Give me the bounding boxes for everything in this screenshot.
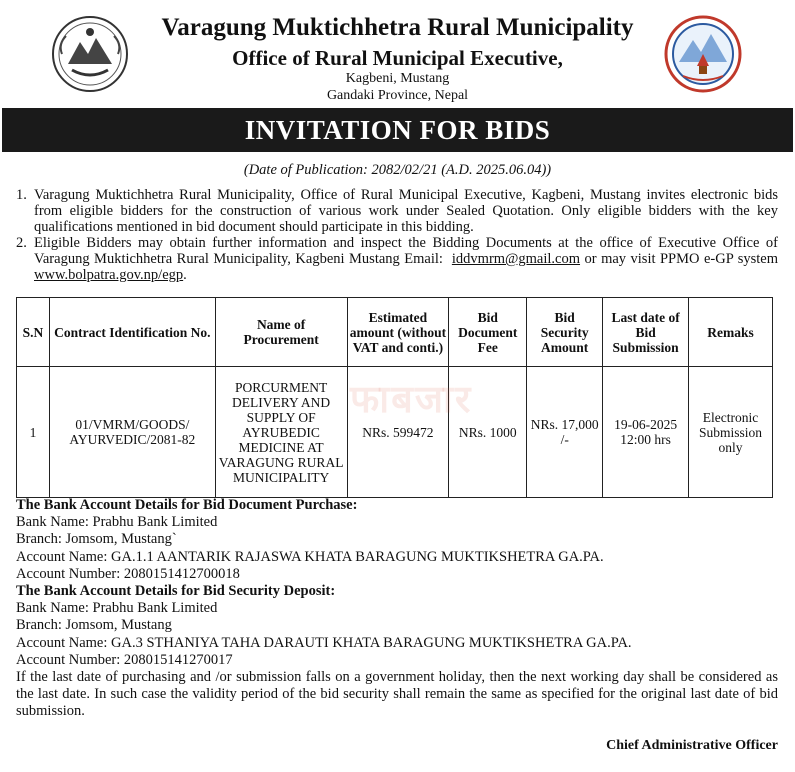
notice-banner: INVITATION FOR BIDS [2,108,793,152]
purchase-heading: The Bank Account Details for Bid Document Purchase: [16,497,358,513]
province-line: Gandaki Province, Nepal [326,88,469,103]
cell-contract-id: 01/VMRM/GOODS/ AYURVEDIC/2081-82 [49,367,215,498]
notice-item-1 [16,187,778,235]
cell-doc-fee: NRs. 1000 [449,367,527,498]
cell-sn: 1 [17,367,50,498]
col-header-estimated: Estimated amount (without VAT and conti.) [347,298,449,367]
cell-procurement: PORCURMENT DELIVERY AND SUPPLY OF AYRUBEDIC MEDICINE AT VARAGUNG RURAL MUNICIPALITY [215,367,347,498]
purchase-branch: Branch: Jomsom, Mustang` [16,531,177,548]
cell-remarks: Electronic Submission only [689,367,773,498]
email-link[interactable]: iddvmrm@gmail.com [451,251,581,267]
watermark: फाबजार [350,377,473,421]
notice-text-part: . [183,267,187,283]
col-header-doc-fee: Bid Document Fee [449,298,527,367]
col-header-procurement: Name of Procurement [215,298,347,367]
holiday-note: If the last date of purchasing and /or submission falls on a government holiday, then the next working day shall be considered as the last date. In such case the validity period of the bid security shall remain the same as specified for the original last date of bid submission. [16,669,778,720]
notice-text-part: or may visit PPMO e-GP system [584,251,778,267]
col-header-last-date: Last date of Bid Submission [603,298,689,367]
notice-text-part: Eligible Bidders may obtain further information and inspect the Bidding Documents at the office of Executive Office of Varagung Muktichhetra Rural Municipality, Kagbeni Mustang Email: [34,235,778,267]
municipality-name: Varagung Muktichhetra Rural Municipality [161,14,634,41]
cell-security: NRs. 17,000 /- [527,367,603,498]
website-link[interactable]: www.bolpatra.gov.np/egp [34,267,184,283]
notice-item-text [34,235,778,283]
security-heading: The Bank Account Details for Bid Security Deposit: [16,583,336,600]
notice-item-number: 2. [16,235,27,251]
notice-item-2 [16,235,778,283]
purchase-account-number: Account Number: 2080151412700018 [16,565,240,582]
purchase-account-name: Account Name: GA.1.1 AANTARIK RAJASWA KHATA BARAGUNG MUKTIKSHETRA GA.PA. [16,548,604,565]
security-branch: Branch: Jomsom, Mustang [16,617,172,634]
notice-item-text: Varagung Muktichhetra Rural Municipality, Office of Rural Municipal Executive, Kagbeni, Mustang invites electronic bids from eligible bidders for the construction of various work under Sealed Quotation. Only eligible bidders with the key qualifications mentioned in bid document should participate in this bidding. [34,187,778,235]
cell-estimated: NRs. 599472 [347,367,449,498]
signoff-title: Chief Administrative Officer [606,738,778,753]
notice-item-number: 1. [16,187,27,203]
security-account-name: Account Name: GA.3 STHANIYA TAHA DARAUTI KHATA BARAGUNG MUKTIKSHETRA GA.PA. [16,634,632,651]
table-header-row [17,298,773,367]
col-header-sn: S.N [17,298,50,367]
purchase-bank-name: Bank Name: Prabhu Bank Limited [16,514,218,531]
letterhead [0,0,795,108]
col-header-contract-id: Contract Identification No. [49,298,215,367]
notice-items [16,187,778,283]
security-bank-name: Bank Name: Prabhu Bank Limited [16,600,218,617]
security-account-number: Account Number: 208015141270017 [16,651,233,668]
location-line: Kagbeni, Mustang [345,71,450,86]
col-header-security: Bid Security Amount [527,298,603,367]
bank-details [16,497,778,721]
publication-date: (Date of Publication: 2082/02/21 (A.D. 2025.06.04)) [243,162,552,178]
col-header-remarks: Remaks [689,298,773,367]
office-name: Office of Rural Municipal Executive, [232,46,563,70]
cell-last-date: 19-06-2025 12:00 hrs [603,367,689,498]
